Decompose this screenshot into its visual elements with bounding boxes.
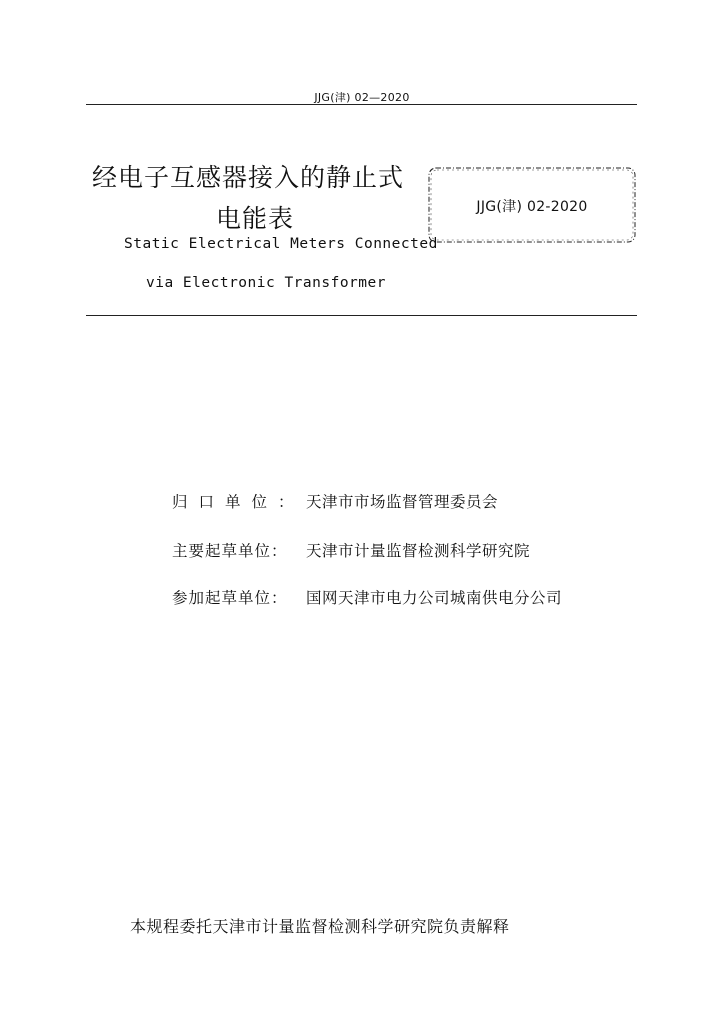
header-rule bbox=[86, 104, 637, 105]
title-cn-line1: 经电子互感器接入的静止式 bbox=[92, 163, 405, 192]
org-value: 国网天津市电力公司城南供电分公司 bbox=[306, 589, 563, 607]
title-cn-line2: 电能表 bbox=[216, 204, 295, 233]
header-code: JJG(津) 02—2020 bbox=[314, 91, 410, 104]
title-en-line2: via Electronic Transformer bbox=[146, 275, 386, 291]
org-label: 主要起草单位： bbox=[172, 542, 288, 560]
org-value: 天津市市场监督管理委员会 bbox=[306, 493, 499, 511]
title-en-line1: Static Electrical Meters Connected bbox=[124, 236, 438, 252]
interpretation-note: 本规程委托天津市计量监督检测科学研究院负责解释 bbox=[130, 917, 510, 936]
org-label: 归口单位： bbox=[172, 493, 305, 511]
org-value: 天津市计量监督检测科学研究院 bbox=[306, 542, 531, 560]
org-label: 参加起草单位： bbox=[172, 589, 288, 607]
org-row-responsible bbox=[172, 490, 498, 512]
title-rule bbox=[86, 315, 637, 316]
stamp-code: JJG(津) 02-2020 bbox=[476, 199, 588, 215]
org-row-main-drafter bbox=[172, 539, 530, 561]
org-row-participating-drafter bbox=[172, 586, 562, 608]
